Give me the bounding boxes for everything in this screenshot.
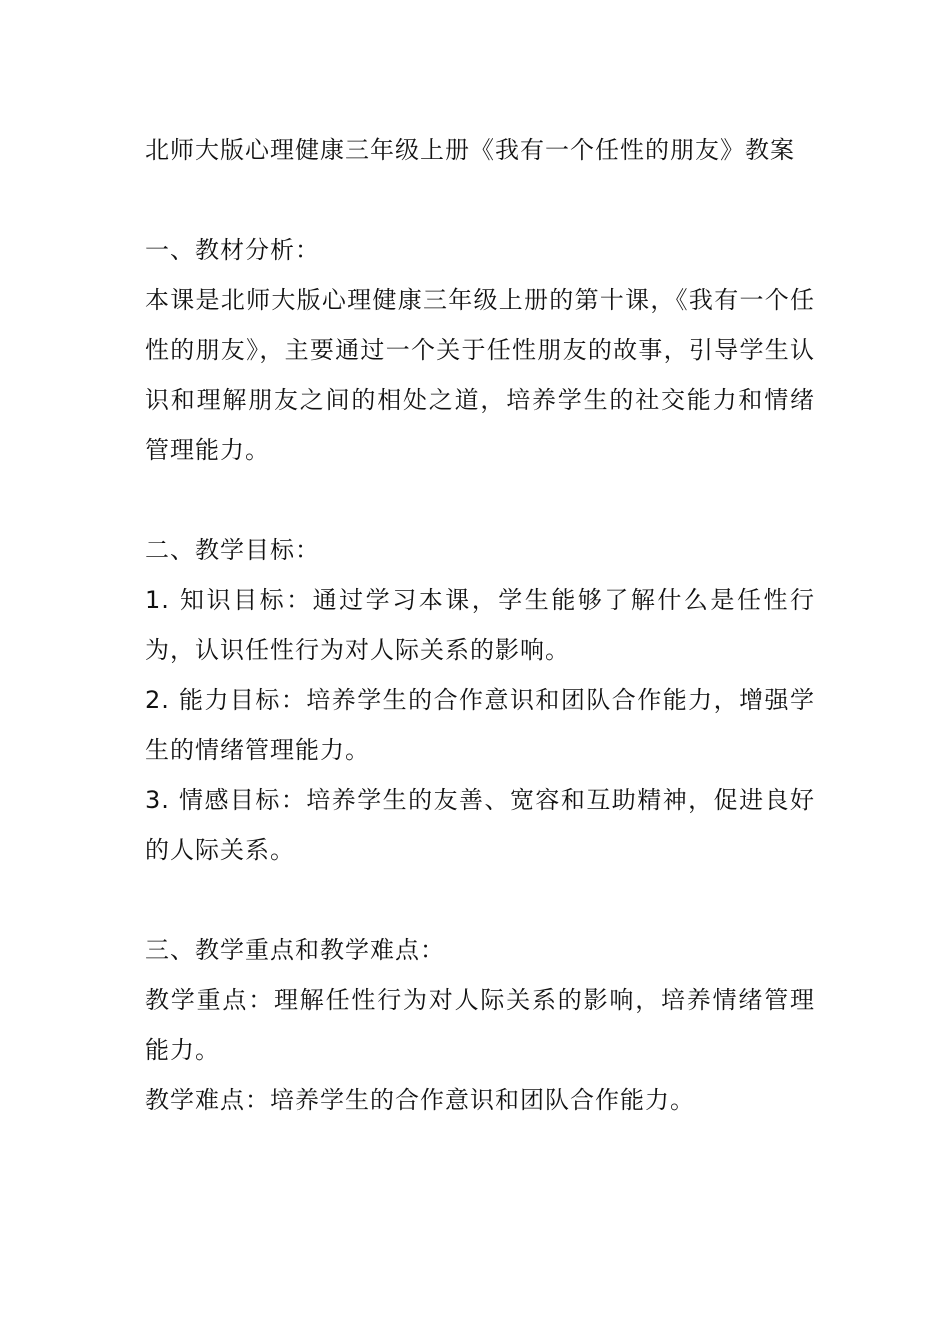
section-1-body: 本课是北师大版心理健康三年级上册的第十课，《我有一个任性的朋友》，主要通过一个关于任性朋友的故事，引导学生认识和理解朋友之间的相处之道，培养学生的社交能力和情绪管理能力。 bbox=[145, 286, 815, 464]
spacer bbox=[145, 175, 815, 225]
spacer bbox=[145, 875, 815, 925]
objective-ability: 2. 能力目标：培养学生的合作意识和团队合作能力，增强学生的情绪管理能力。 bbox=[145, 686, 815, 764]
document-page bbox=[145, 125, 815, 1125]
section-3-heading: 三、教学重点和教学难点： bbox=[145, 936, 445, 964]
spacer bbox=[145, 475, 815, 525]
section-2-heading: 二、教学目标： bbox=[145, 536, 320, 564]
teaching-difficulty: 教学难点：培养学生的合作意识和团队合作能力。 bbox=[145, 1086, 695, 1114]
objective-emotion: 3. 情感目标：培养学生的友善、宽容和互助精神，促进良好的人际关系。 bbox=[145, 786, 815, 864]
objective-knowledge: 1. 知识目标：通过学习本课，学生能够了解什么是任性行为，认识任性行为对人际关系的影响。 bbox=[145, 586, 815, 664]
section-1-heading: 一、教材分析： bbox=[145, 236, 320, 264]
teaching-key-point: 教学重点：理解任性行为对人际关系的影响，培养情绪管理能力。 bbox=[145, 986, 815, 1064]
document-title: 北师大版心理健康三年级上册《我有一个任性的朋友》教案 bbox=[145, 136, 795, 164]
